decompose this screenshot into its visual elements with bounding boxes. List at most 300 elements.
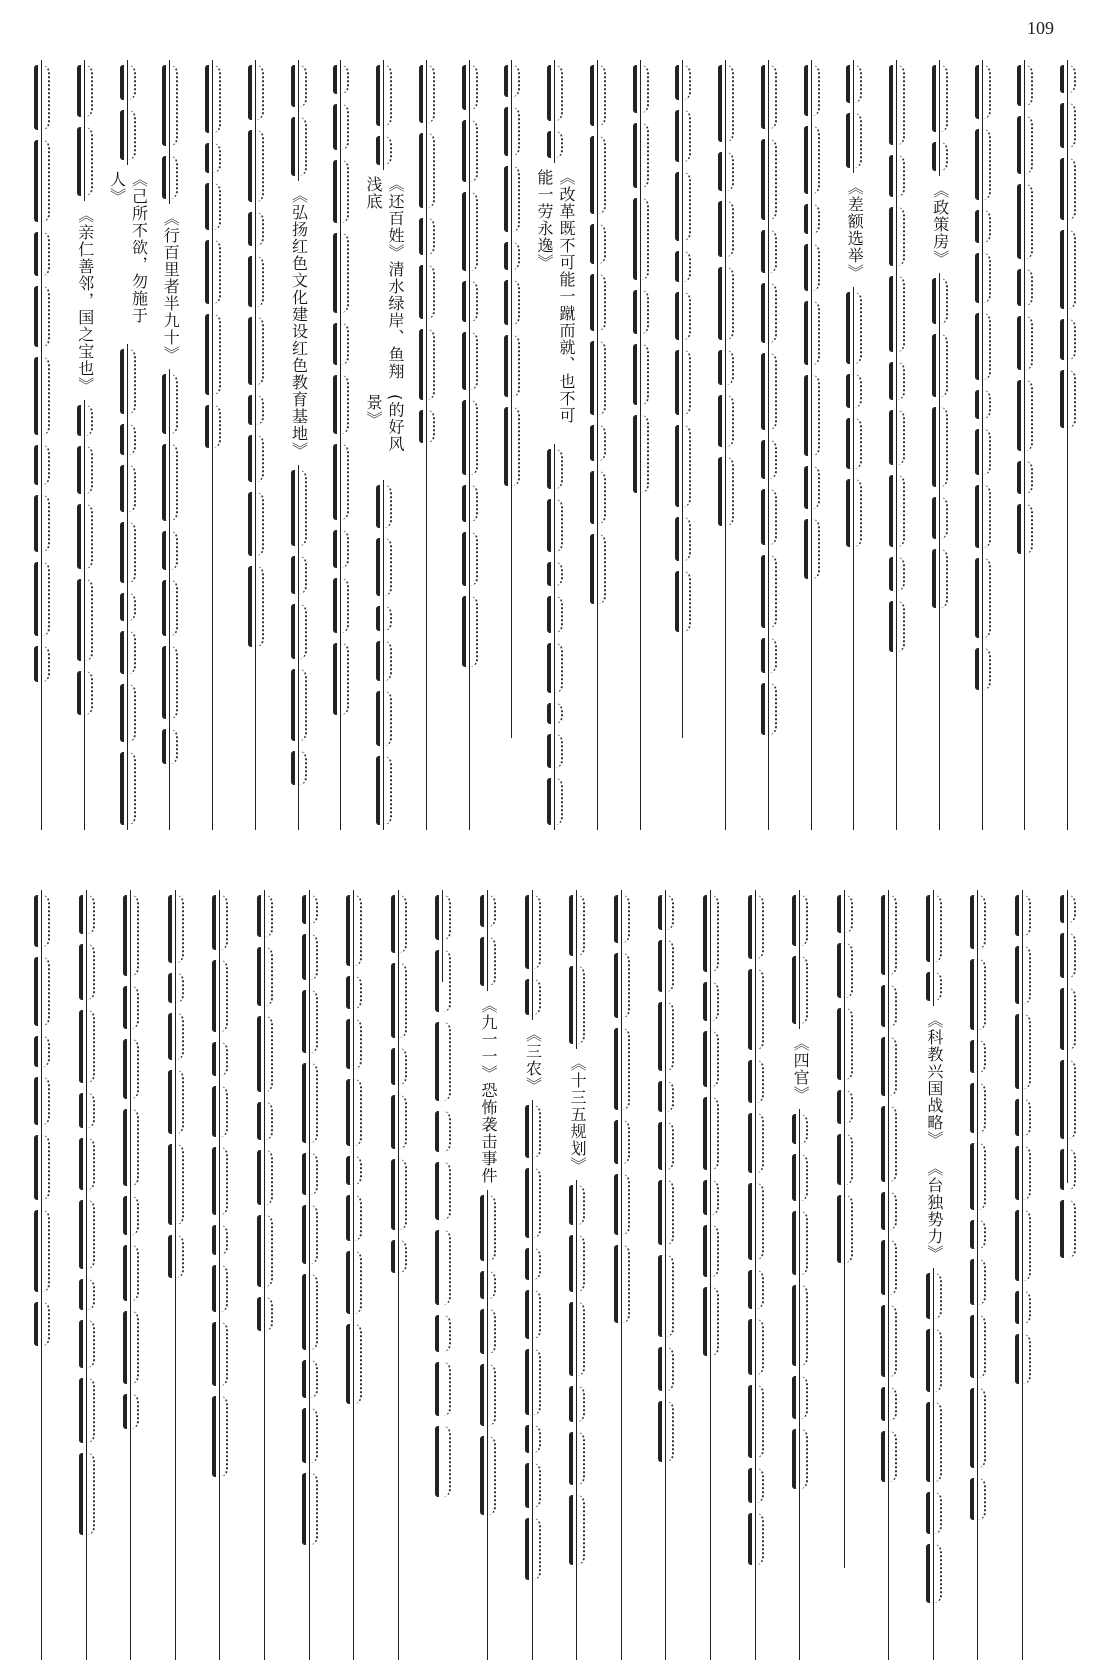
mongolian-word — [758, 638, 780, 673]
mongolian-word — [477, 1271, 499, 1299]
mongolian-word — [672, 110, 694, 162]
mongolian-word — [117, 631, 139, 674]
mongolian-word — [31, 646, 53, 682]
mongolian-word — [31, 1036, 53, 1067]
mongolian-word — [745, 1183, 767, 1260]
mongolian-word — [388, 1048, 410, 1085]
mongolian-word — [477, 1195, 499, 1261]
mongolian-word — [801, 65, 823, 116]
text-column — [329, 60, 353, 830]
mongolian-word — [209, 1265, 231, 1312]
mongolian-word — [209, 1147, 231, 1215]
mongolian-word — [343, 1019, 365, 1069]
mongolian-word — [477, 1364, 499, 1426]
mongolian-word — [655, 895, 677, 930]
text-column — [586, 60, 610, 830]
mongolian-word — [343, 1251, 365, 1314]
mongolian-word — [655, 1255, 677, 1337]
text-column — [244, 60, 268, 830]
chinese-term: 《九一一》恐怖袭击事件 — [477, 991, 499, 1190]
mongolian-word — [288, 65, 310, 107]
mongolian-word — [923, 895, 945, 962]
mongolian-word — [672, 65, 694, 100]
mongolian-word — [120, 1196, 142, 1235]
text-column — [387, 890, 411, 1660]
mongolian-word — [209, 960, 231, 1032]
mongolian-word — [459, 192, 481, 271]
mongolian-word — [31, 445, 53, 485]
mongolian-word — [801, 466, 823, 509]
mongolian-word — [522, 1105, 544, 1158]
mongolian-word — [611, 953, 633, 1018]
mongolian-word — [758, 555, 780, 628]
text-column — [298, 890, 322, 1660]
text-column — [458, 60, 482, 830]
text-column — [1056, 60, 1080, 830]
mongolian-word — [1012, 1099, 1034, 1136]
mongolian-word — [254, 1150, 276, 1205]
mongolian-word — [715, 457, 737, 526]
mongolian-word — [587, 136, 609, 214]
mongolian-word — [76, 1453, 98, 1535]
mongolian-word — [1012, 1146, 1034, 1200]
mongolian-word — [655, 1002, 677, 1071]
page-number: 109 — [1027, 18, 1054, 38]
mongolian-word — [715, 152, 737, 191]
mongolian-word — [801, 519, 823, 579]
text-column — [928, 60, 952, 830]
text-column — [535, 60, 576, 830]
mongolian-word — [758, 65, 780, 129]
text-column — [75, 890, 99, 1660]
mongolian-word — [745, 969, 767, 1050]
text-column — [500, 60, 524, 830]
text-column — [671, 60, 695, 830]
mongolian-word — [432, 950, 454, 1012]
mongolian-word — [630, 123, 652, 188]
mongolian-word — [1012, 1210, 1034, 1281]
mongolian-word — [655, 1081, 677, 1112]
mongolian-word — [886, 475, 908, 547]
mongolian-word — [1057, 158, 1079, 220]
mongolian-word — [117, 752, 139, 825]
mongolian-word — [715, 267, 737, 340]
mongolian-word — [544, 499, 566, 552]
mongolian-word — [745, 1468, 767, 1503]
mongolian-word — [1014, 184, 1036, 259]
mongolian-word — [1012, 1334, 1034, 1384]
mongolian-word — [655, 1347, 677, 1391]
mongolian-word — [117, 684, 139, 742]
mongolian-word — [373, 136, 395, 165]
mongolian-word — [76, 1093, 98, 1128]
mongolian-word — [343, 976, 365, 1009]
mongolian-word — [432, 1022, 454, 1101]
mongolian-word — [972, 129, 994, 200]
mongolian-word — [522, 895, 544, 969]
mongolian-word — [972, 390, 994, 419]
mongolian-word — [330, 65, 352, 94]
mongolian-word — [388, 1095, 410, 1149]
mongolian-word — [76, 1378, 98, 1443]
mongolian-word — [202, 240, 224, 304]
text-column — [521, 890, 545, 1660]
text-column — [1013, 60, 1037, 830]
text-column — [431, 890, 455, 1660]
mongolian-word — [972, 253, 994, 303]
mongolian-word — [288, 556, 310, 594]
mongolian-word — [432, 1111, 454, 1152]
mongolian-word — [700, 1225, 722, 1277]
mongolian-word — [967, 1315, 989, 1378]
mongolian-word — [330, 530, 352, 568]
chinese-term: 《己所不欲，勿施于人》 — [106, 165, 150, 344]
mongolian-word — [31, 232, 53, 276]
mongolian-word — [843, 113, 865, 168]
mongolian-word — [972, 485, 994, 548]
mongolian-word — [789, 1429, 811, 1489]
mongolian-word — [655, 1401, 677, 1462]
mongolian-word — [388, 1159, 410, 1230]
text-column — [158, 60, 182, 830]
mongolian-word — [758, 283, 780, 343]
mongolian-word — [299, 895, 321, 924]
text-column — [1011, 890, 1035, 1660]
mongolian-word — [501, 65, 523, 97]
mongolian-word — [74, 579, 96, 661]
text-column — [833, 890, 857, 1660]
mongolian-word — [117, 593, 139, 621]
mongolian-word — [1014, 380, 1036, 451]
mongolian-word — [544, 131, 566, 158]
mongolian-word — [655, 1122, 677, 1170]
mongolian-word — [566, 895, 588, 956]
mongolian-word — [330, 160, 352, 223]
mongolian-word — [288, 470, 310, 546]
mongolian-word — [834, 1008, 856, 1080]
mongolian-word — [120, 1394, 142, 1429]
mongolian-word — [245, 317, 267, 385]
mongolian-word — [789, 1154, 811, 1201]
text-column — [629, 60, 653, 830]
mongolian-word — [929, 407, 951, 487]
text-column — [415, 60, 439, 830]
text-column — [287, 60, 311, 830]
mongolian-word — [501, 407, 523, 486]
mongolian-word — [544, 449, 566, 489]
mongolian-word — [120, 895, 142, 976]
mongolian-word — [165, 973, 187, 1003]
mongolian-word — [31, 495, 53, 552]
mongolian-word — [373, 641, 395, 681]
mongolian-word — [165, 1144, 187, 1225]
mongolian-word — [672, 251, 694, 282]
mongolian-word — [159, 65, 181, 146]
mongolian-word — [74, 127, 96, 196]
mongolian-word — [834, 1195, 856, 1263]
mongolian-word — [501, 280, 523, 325]
mongolian-word — [972, 65, 994, 119]
mongolian-word — [76, 944, 98, 1000]
mongolian-word — [630, 415, 652, 493]
mongolian-word — [159, 729, 181, 764]
mongolian-word — [288, 117, 310, 176]
mongolian-word — [76, 1320, 98, 1368]
mongolian-word — [416, 65, 438, 123]
mongolian-word — [700, 895, 722, 972]
mongolian-word — [522, 1168, 544, 1238]
mongolian-word — [611, 1028, 633, 1110]
mongolian-word — [202, 143, 224, 173]
mongolian-word — [967, 1040, 989, 1073]
mongolian-word — [1057, 1200, 1079, 1258]
mongolian-word — [522, 1463, 544, 1508]
text-column — [966, 890, 990, 1660]
mongolian-word — [288, 604, 310, 659]
mongolian-word — [967, 1478, 989, 1520]
mongolian-word — [544, 703, 566, 724]
mongolian-word — [587, 274, 609, 331]
mongolian-word — [120, 986, 142, 1029]
mongolian-word — [330, 375, 352, 434]
mongolian-word — [1012, 946, 1034, 1004]
mongolian-word — [202, 314, 224, 395]
mongolian-word — [886, 155, 908, 197]
text-column — [1056, 890, 1080, 1660]
mongolian-word — [288, 669, 310, 741]
mongolian-word — [477, 1309, 499, 1354]
mongolian-word — [245, 65, 267, 120]
mongolian-word — [878, 1431, 900, 1482]
mongolian-word — [929, 497, 951, 539]
mongolian-word — [923, 972, 945, 1001]
mongolian-word — [459, 400, 481, 475]
mongolian-word — [801, 301, 823, 365]
mongolian-word — [929, 278, 951, 324]
mongolian-word — [878, 1305, 900, 1377]
mongolian-word — [566, 1185, 588, 1225]
mongolian-word — [745, 1513, 767, 1565]
mongolian-word — [715, 65, 737, 142]
mongolian-word — [630, 290, 652, 334]
mongolian-word — [416, 133, 438, 208]
mongolian-word — [672, 350, 694, 415]
mongolian-word — [76, 1200, 98, 1269]
mongolian-word — [715, 201, 737, 257]
mongolian-word — [1057, 1060, 1079, 1139]
mongolian-word — [459, 485, 481, 522]
chinese-term: 《还百姓》清水绿岸、鱼翔浅底 — [362, 170, 406, 388]
mongolian-word — [1014, 461, 1036, 494]
text-column — [610, 890, 634, 1660]
chinese-term: 《改革既不可能一蹴而就、也不可能一劳永逸》 — [533, 163, 577, 444]
text-column — [788, 890, 812, 1660]
mongolian-word — [501, 166, 523, 232]
mongolian-word — [789, 895, 811, 946]
mongolian-word — [522, 1518, 544, 1580]
mongolian-word — [254, 1297, 276, 1331]
mongolian-word — [1057, 895, 1079, 923]
mongolian-word — [878, 1037, 900, 1096]
mongolian-word — [31, 562, 53, 636]
mongolian-word — [159, 580, 181, 636]
mongolian-word — [501, 242, 523, 270]
text-column — [565, 890, 589, 1660]
mongolian-word — [416, 218, 438, 255]
mongolian-word — [544, 65, 566, 121]
mongolian-word — [159, 646, 181, 719]
mongolian-word — [459, 120, 481, 182]
mongolian-word — [254, 947, 276, 1006]
mongolian-word — [630, 65, 652, 113]
mongolian-word — [209, 1396, 231, 1477]
mongolian-word — [254, 1215, 276, 1287]
mongolian-word — [834, 943, 856, 998]
mongolian-word — [611, 1120, 633, 1164]
mongolian-word — [700, 1097, 722, 1170]
mongolian-word — [31, 1135, 53, 1200]
mongolian-word — [587, 471, 609, 524]
mongolian-word — [299, 1153, 321, 1195]
mongolian-word — [245, 395, 267, 425]
text-column — [842, 60, 866, 830]
mongolian-word — [843, 479, 865, 547]
mongolian-word — [245, 492, 267, 556]
mongolian-word — [117, 424, 139, 455]
mongolian-word — [1014, 504, 1036, 554]
mongolian-word — [967, 895, 989, 949]
chinese-term: (的好风景》 — [362, 388, 406, 480]
mongolian-word — [254, 1016, 276, 1092]
mongolian-word — [967, 1143, 989, 1210]
mongolian-word — [1012, 895, 1034, 936]
text-column — [714, 60, 738, 830]
mongolian-word — [834, 895, 856, 933]
mongolian-word — [459, 281, 481, 322]
mongolian-word — [459, 65, 481, 110]
mongolian-word — [611, 1174, 633, 1235]
mongolian-word — [373, 65, 395, 126]
mongolian-word — [544, 562, 566, 586]
mongolian-word — [587, 534, 609, 604]
mongolian-word — [566, 1386, 588, 1422]
mongolian-word — [373, 691, 395, 746]
mongolian-word — [416, 265, 438, 319]
mongolian-word — [1014, 116, 1036, 174]
mongolian-word — [31, 357, 53, 435]
mongolian-word — [117, 110, 139, 160]
mongolian-word — [801, 375, 823, 456]
text-column — [107, 60, 149, 830]
mongolian-word — [758, 353, 780, 430]
text-column — [800, 60, 824, 830]
mongolian-word — [801, 204, 823, 234]
mongolian-word — [843, 65, 865, 103]
mongolian-word — [630, 198, 652, 280]
mongolian-word — [972, 313, 994, 380]
mongolian-word — [74, 671, 96, 715]
mongolian-word — [758, 139, 780, 220]
mongolian-word — [459, 596, 481, 667]
mongolian-word — [373, 485, 395, 528]
mongolian-word — [330, 444, 352, 520]
mongolian-word — [700, 1031, 722, 1087]
mongolian-word — [967, 1259, 989, 1305]
mongolian-word — [544, 596, 566, 633]
mongolian-word — [343, 1195, 365, 1241]
mongolian-word — [343, 1079, 365, 1146]
mongolian-word — [74, 504, 96, 569]
mongolian-word — [74, 405, 96, 436]
mongolian-word — [522, 1425, 544, 1453]
mongolian-word — [299, 1274, 321, 1350]
mongolian-word — [522, 1290, 544, 1339]
text-column — [364, 60, 405, 830]
mongolian-word — [972, 558, 994, 638]
mongolian-word — [566, 1495, 588, 1565]
mongolian-word — [878, 1240, 900, 1295]
mongolian-word — [834, 1134, 856, 1185]
text-column — [971, 60, 995, 830]
mongolian-word — [120, 1039, 142, 1099]
mongolian-word — [566, 1235, 588, 1292]
mongolian-word — [76, 1279, 98, 1310]
mongolian-word — [416, 410, 438, 443]
mongolian-word — [878, 1387, 900, 1421]
mongolian-word — [120, 1245, 142, 1301]
mongolian-word — [758, 683, 780, 735]
mongolian-word — [1012, 1014, 1034, 1089]
mongolian-word — [886, 65, 908, 145]
mongolian-word — [299, 1205, 321, 1264]
mongolian-word — [522, 1349, 544, 1415]
mongolian-word — [745, 1113, 767, 1173]
mongolian-word — [74, 65, 96, 117]
mongolian-word — [789, 1211, 811, 1275]
mongolian-word — [886, 557, 908, 591]
mongolian-word — [1014, 316, 1036, 370]
chinese-term: 《弘扬红色文化建设红色教育基地》 — [288, 181, 310, 465]
mongolian-word — [373, 606, 395, 631]
mongolian-word — [630, 344, 652, 405]
mongolian-word — [700, 1180, 722, 1215]
mongolian-word — [288, 751, 310, 785]
mongolian-word — [587, 425, 609, 461]
mongolian-word — [929, 142, 951, 171]
mongolian-word — [923, 1402, 945, 1482]
mongolian-word — [587, 224, 609, 264]
text-column — [253, 890, 277, 1660]
mongolian-word — [522, 979, 544, 1015]
bottom-text-block — [30, 890, 1080, 1660]
mongolian-word — [76, 1138, 98, 1190]
mongolian-word — [76, 895, 98, 934]
mongolian-word — [672, 425, 694, 507]
mongolian-word — [202, 183, 224, 230]
mongolian-word — [343, 895, 365, 966]
mongolian-word — [843, 374, 865, 408]
mongolian-word — [330, 643, 352, 715]
mongolian-word — [886, 410, 908, 465]
mongolian-word — [655, 940, 677, 992]
mongolian-word — [459, 532, 481, 586]
mongolian-word — [789, 1285, 811, 1366]
text-column — [73, 60, 97, 830]
text-column — [476, 890, 500, 1660]
top-text-block — [30, 60, 1080, 830]
mongolian-word — [544, 778, 566, 825]
mongolian-word — [299, 934, 321, 980]
